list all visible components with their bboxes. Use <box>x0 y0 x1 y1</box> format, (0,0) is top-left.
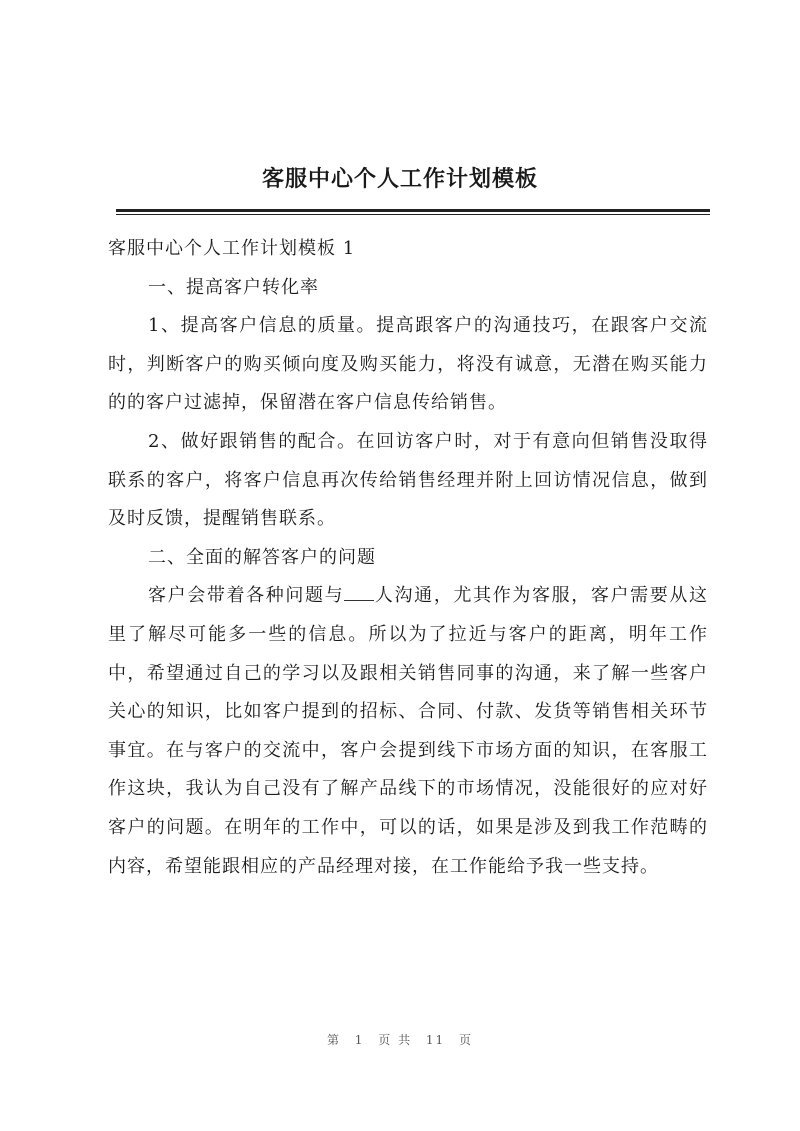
footer-label-page: 第 <box>326 1033 341 1047</box>
paragraph-1: 1、提高客户信息的质量。提高跟客户的沟通技巧，在跟客户交流时，判断客户的购买倾向度及购买能力，将没有诚意，无潜在购买能力的的客户过滤掉，保留潜在客户信息传给销售。 <box>108 315 708 414</box>
footer-label-pages: 页 <box>459 1033 474 1047</box>
section-2-title: 二、全面的解答客户的问题 <box>148 546 376 568</box>
footer-label-of: 页 共 <box>378 1033 413 1047</box>
section-1-title: 一、提高客户转化率 <box>148 276 319 298</box>
page-footer <box>0 1031 800 1048</box>
paragraph-2: 2、做好跟销售的配合。在回访客户时，对于有意向但销售没取得联系的客户，将客户信息再次传给销售经理并附上回访情况信息，做到及时反馈，提醒销售联系。 <box>108 430 708 530</box>
document-title: 客服中心个人工作计划模板 <box>261 166 538 192</box>
document-body <box>108 230 708 886</box>
fill-in-blank <box>344 586 374 601</box>
title-divider <box>116 209 710 212</box>
paragraph-3 <box>108 577 708 886</box>
paragraph-3-rest: 人沟通，尤其作为客服，客户需要从这里了解尽可能多一些的信息。所以为了拉近与客户的距离，明年工作中，希望通过自己的学习以及跟相关销售同事的沟通，来了解一些客户关心的知识，比如客户提到的招标、合同、付款、发货等销售相关环节事宜。在与客户的交流中，客户会提到线下市场方面的知识，在客服工作这块，我认为自己没有了解产品线下的市场情况，没能很好的应对好客户的问题。在明年的工作中，可以的话，如果是涉及到我工作范畴的内容，希望能跟相应的产品经理对接，在工作能给予我一些支持。 <box>108 585 708 877</box>
section-heading: 客服中心个人工作计划模板 1 <box>108 238 356 259</box>
paragraph-3-start: 客户会带着各种问题与 <box>148 585 345 607</box>
footer-total-pages: 11 <box>425 1033 446 1047</box>
footer-current-page: 1 <box>354 1033 365 1047</box>
